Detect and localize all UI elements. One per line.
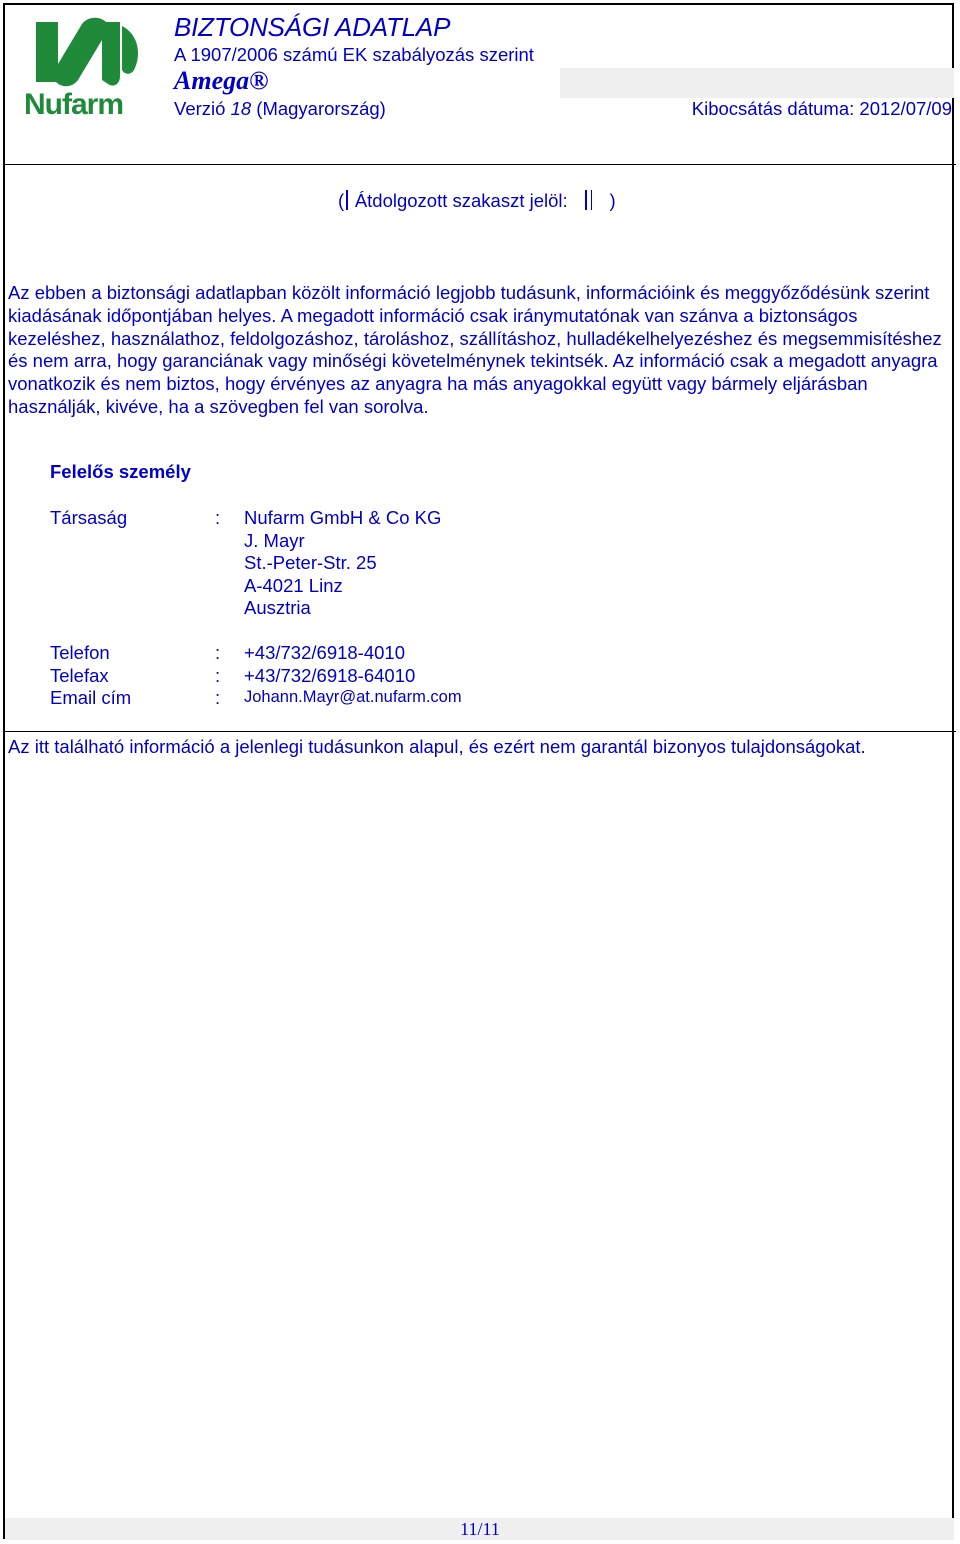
fax-label: Telefax	[50, 665, 109, 686]
phone-label: Telefon	[50, 642, 110, 663]
revision-bar	[591, 190, 593, 210]
revision-bar	[585, 190, 587, 210]
version-country: (Magyarország)	[256, 98, 386, 119]
company-line: J. Mayr	[244, 530, 305, 551]
fax-colon: :	[215, 665, 221, 686]
company-colon: :	[215, 507, 221, 528]
company-line: A-4021 Linz	[244, 575, 343, 596]
phone-colon: :	[215, 642, 221, 663]
revision-text: Átdolgozott szakaszt jelöl:	[354, 190, 568, 211]
document-title: BIZTONSÁGI ADATLAP	[174, 12, 451, 42]
revision-close-paren: )	[609, 190, 616, 211]
product-band	[560, 68, 954, 98]
page-number: 11/11	[460, 1519, 500, 1539]
nufarm-logo	[22, 14, 152, 118]
issue-date: Kibocsátás dátuma: 2012/07/09	[691, 98, 952, 119]
revision-note	[338, 190, 616, 212]
version-line	[174, 98, 386, 120]
product-name: Amega®	[174, 66, 269, 95]
intro-paragraph: Az ebben a biztonsági adatlapban közölt információ legjobb tudásunk, információink és meggyőződésünk szerint kiadásának időpontjában helyes. A megadott információ csak iránymutatónak van szánva a biztonságos kezeléshez, használathoz, feldolgozáshoz, tároláshoz, szállításhoz, hulladékelhelyezéshez és megsemmisítéshez és nem arra, hogy garanciának vagy minőségi követelménynek tekintsék. Az információ csak a megadott anyagra vonatkozik és nem biztos, hogy érvényes az anyagra ha más anyagokkal együtt vagy bármely eljárásban használják, kivéve, ha a szövegben fel van sorolva.	[8, 282, 942, 417]
version-label: Verzió	[174, 98, 226, 119]
fax-value: +43/732/6918-64010	[244, 665, 416, 686]
email-label: Email cím	[50, 687, 132, 708]
header-divider	[3, 164, 956, 165]
revision-open-paren: (	[338, 190, 345, 211]
regulation-reference: A 1907/2006 számú EK szabályozás szerint	[174, 44, 534, 65]
responsible-title: Felelős személy	[50, 461, 191, 482]
email-colon: :	[215, 687, 221, 708]
phone-value: +43/732/6918-4010	[244, 642, 405, 663]
company-line: Ausztria	[244, 597, 311, 618]
company-label: Társaság	[50, 507, 128, 528]
company-line: Nufarm GmbH & Co KG	[244, 507, 442, 528]
version-number: 18	[230, 98, 252, 119]
page-frame	[3, 3, 954, 1539]
disclaimer-text: Az itt található információ a jelenlegi tudásunkon alapul, és ezért nem garantál bizonyos tulajdonságokat.	[8, 736, 866, 757]
svg-text:Nufarm: Nufarm	[24, 88, 124, 118]
email-value[interactable]: Johann.Mayr@at.nufarm.com	[244, 688, 462, 706]
company-line: St.-Peter-Str. 25	[244, 552, 377, 573]
section-divider	[3, 731, 956, 732]
revision-bar	[346, 190, 348, 210]
